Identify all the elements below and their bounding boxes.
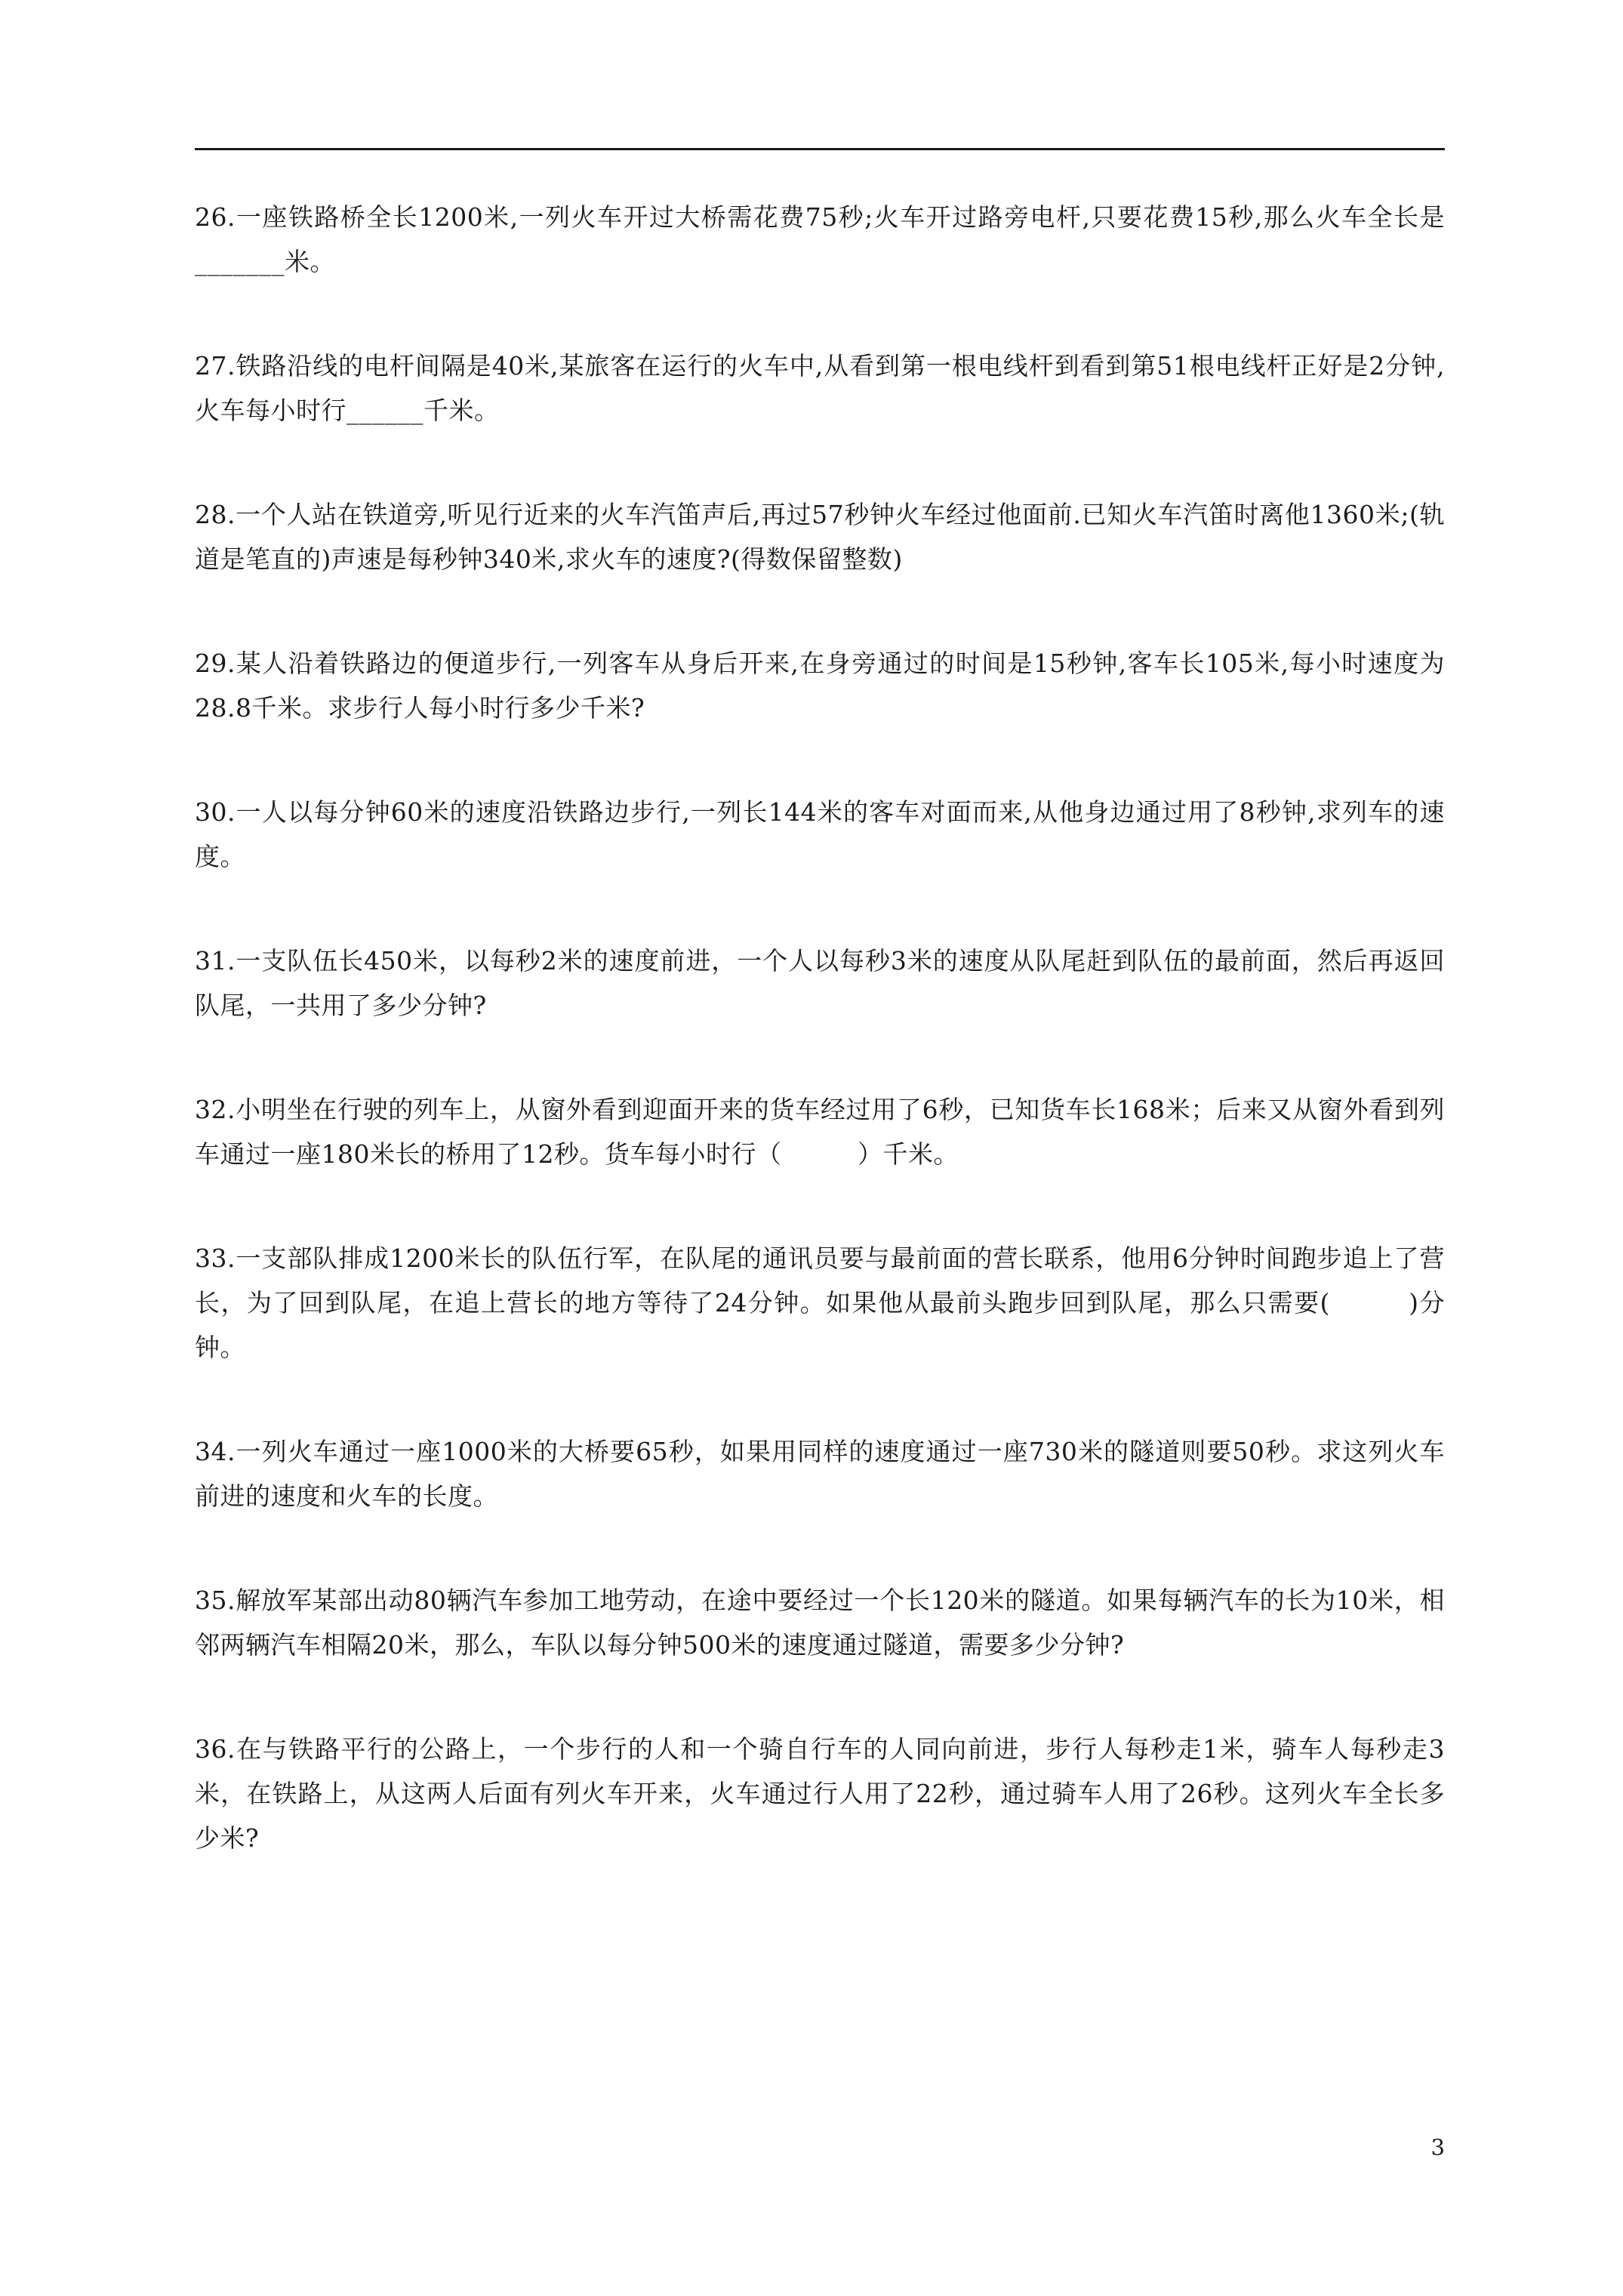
question-28: 28.一个人站在铁道旁,听见行近来的火车汽笛声后,再过57秒钟火车经过他面前.已知火车汽笛时离他1360米;(轨道是笔直的)声速是每秒钟340米,求火车的速度?(得数保留整数) — [195, 500, 1445, 574]
page-number: 3 — [1431, 2134, 1445, 2160]
header-rule — [195, 148, 1445, 150]
question-32: 32.小明坐在行驶的列车上，从窗外看到迎面开来的货车经过用了6秒，已知货车长168米；后来又从窗外看到列车通过一座180米长的桥用了12秒。货车每小时行（ ）千米。 — [195, 1095, 1445, 1169]
question-31: 31.一支队伍长450米，以每秒2米的速度前进，一个人以每秒3米的速度从队尾赶到队伍的最前面，然后再返回队尾，一共用了多少分钟? — [195, 946, 1445, 1020]
question-27: 27.铁路沿线的电杆间隔是40米,某旅客在运行的火车中,从看到第一根电线杆到看到第51根电线杆正好是2分钟,火车每小时行______千米。 — [195, 351, 1445, 425]
question-26: 26.一座铁路桥全长1200米,一列火车开过大桥需花费75秒;火车开过路旁电杆,只要花费15秒,那么火车全长是_______米。 — [195, 202, 1445, 276]
question-36: 36.在与铁路平行的公路上，一个步行的人和一个骑自行车的人同向前进，步行人每秒走1米，骑车人每秒走3米，在铁路上，从这两人后面有列火车开来，火车通过行人用了22秒，通过骑车人用了26秒。这列火车全长多少米? — [195, 1734, 1445, 1853]
question-29: 29.某人沿着铁路边的便道步行,一列客车从身后开来,在身旁通过的时间是15秒钟,客车长105米,每小时速度为28.8千米。求步行人每小时行多少千米? — [195, 649, 1445, 723]
question-34: 34.一列火车通过一座1000米的大桥要65秒，如果用同样的速度通过一座730米的隧道则要50秒。求这列火车前进的速度和火车的长度。 — [195, 1437, 1445, 1511]
question-35: 35.解放军某部出动80辆汽车参加工地劳动，在途中要经过一个长120米的隧道。如果每辆汽车的长为10米，相邻两辆汽车相隔20米，那么，车队以每分钟500米的速度通过隧道，需要多少分钟? — [195, 1586, 1445, 1660]
question-33: 33.一支部队排成1200米长的队伍行军，在队尾的通讯员要与最前面的营长联系，他用6分钟时间跑步追上了营长，为了回到队尾，在追上营长的地方等待了24分钟。如果他从最前头跑步回到队尾，那么只需要( )分钟。 — [195, 1244, 1445, 1362]
question-list — [195, 195, 1445, 1920]
question-30: 30.一人以每分钟60米的速度沿铁路边步行,一列长144米的客车对面而来,从他身边通过用了8秒钟,求列车的速度。 — [195, 797, 1445, 871]
